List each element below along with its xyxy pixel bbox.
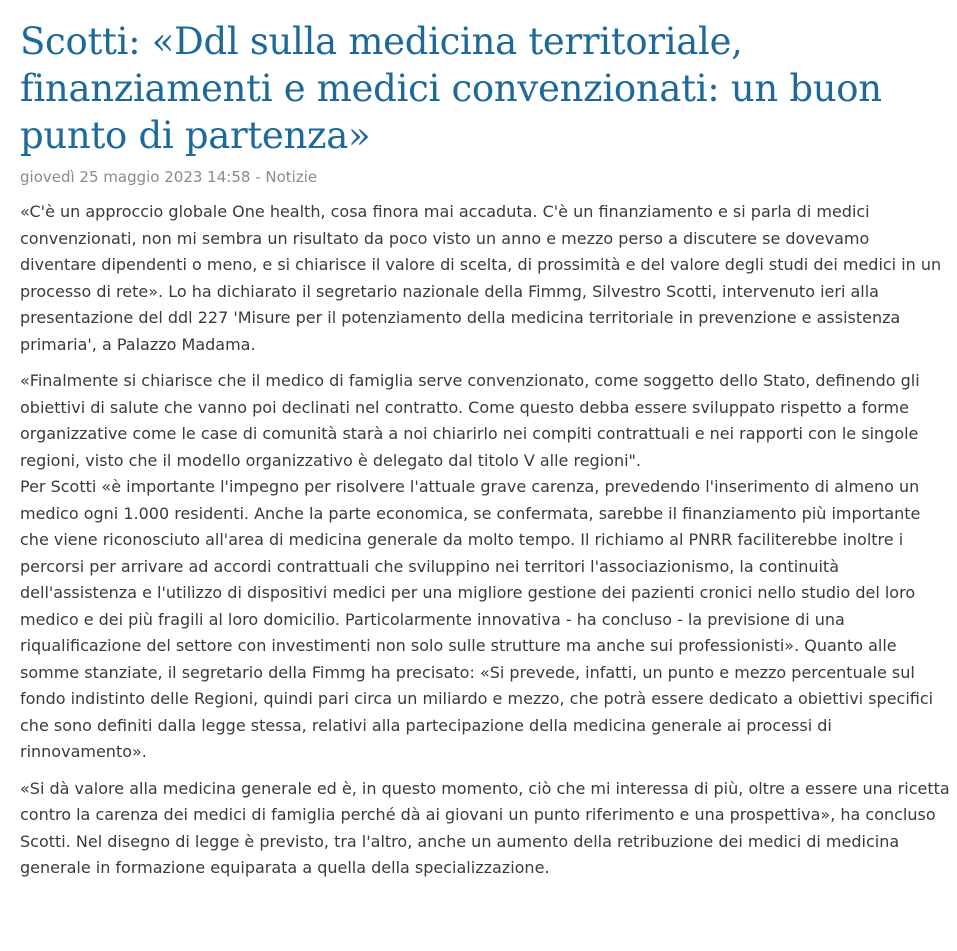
article-paragraph-3: Per Scotti «è importante l'impegno per risolvere l'attuale grave carenza, prevedendo l'inserimento di almeno un medico ogni 1.000 residenti. Anche la parte economica, se confermata, sarebbe il finanziamento più importante che viene riconosciuto all'area di medicina generale da molto tempo. Il richiamo al PNRR faciliterebbe inoltre i percorsi per arrivare ad accordi contrattuali che sviluppino nei territori l'associazionismo, la continuità dell'assistenza e l'utilizzo di dispositivi medici per una migliore gestione dei pazienti cronici nello studio del loro medico e dei più fragili al loro domicilio. Particolarmente innovativa - ha concluso - la previsione di una riqualificazione del settore con investimenti non solo sulle strutture ma anche sui professionisti». Quanto alle somme stanziate, il segretario della Fimmg ha precisato: «Si prevede, infatti, un punto e mezzo percentuale sul fondo indistinto delle Regioni, quindi pari circa un miliardo e mezzo, che potrà essere dedicato a obiettivi specifici che sono definiti dalla legge stessa, relativi alla partecipazione della medicina generale ai processi di rinnovamento».: [20, 477, 934, 761]
article-section: Notizie: [265, 168, 318, 186]
article-body: [20, 199, 950, 882]
article-meta: [20, 167, 950, 187]
article-paragraph-4: «Si dà valore alla medicina generale ed è, in questo momento, ciò che mi interessa di più, oltre a essere una ricetta contro la carenza dei medici di famiglia perché dà ai giovani un punto riferimento e una prospettiva», ha concluso Scotti. Nel disegno di legge è previsto, tra l'altro, anche un aumento della retribuzione dei medici di medicina generale in formazione equiparata a quella della specializzazione.: [20, 778, 950, 877]
article-paragraph-2: «Finalmente si chiarisce che il medico di famiglia serve convenzionato, come soggetto dello Stato, definendo gli obiettivi di salute che vanno poi declinati nel contratto. Come questo debba essere sviluppato rispetto a forme organizzative come le case di comunità starà a noi chiarirlo nei compiti contrattuali e nei rapporti con le singole regioni, visto che il modello organizzativo è delegato dal titolo V alle regioni".: [20, 371, 920, 470]
meta-separator: -: [250, 168, 266, 186]
article-date: giovedì 25 maggio 2023 14:58: [20, 168, 251, 186]
article: [20, 18, 950, 882]
article-title: Scotti: «Ddl sulla medicina territoriale, finanziamenti e medici convenzionati: un buon punto di partenza»: [20, 20, 882, 157]
article-paragraph-1: «C'è un approccio globale One health, cosa finora mai accaduta. C'è un finanziamento e si parla di medici convenzionati, non mi sembra un risultato da poco visto un anno e mezzo perso a discutere se dovevamo diventare dipendenti o meno, e si chiarisce il valore di scelta, di prossimità e del valore degli studi dei medici in un processo di rete». Lo ha dichiarato il segretario nazionale della Fimmg, Silvestro Scotti, intervenuto ieri alla presentazione del ddl 227 'Misure per il potenziamento della medicina territoriale in prevenzione e assistenza primaria', a Palazzo Madama.: [20, 202, 942, 354]
